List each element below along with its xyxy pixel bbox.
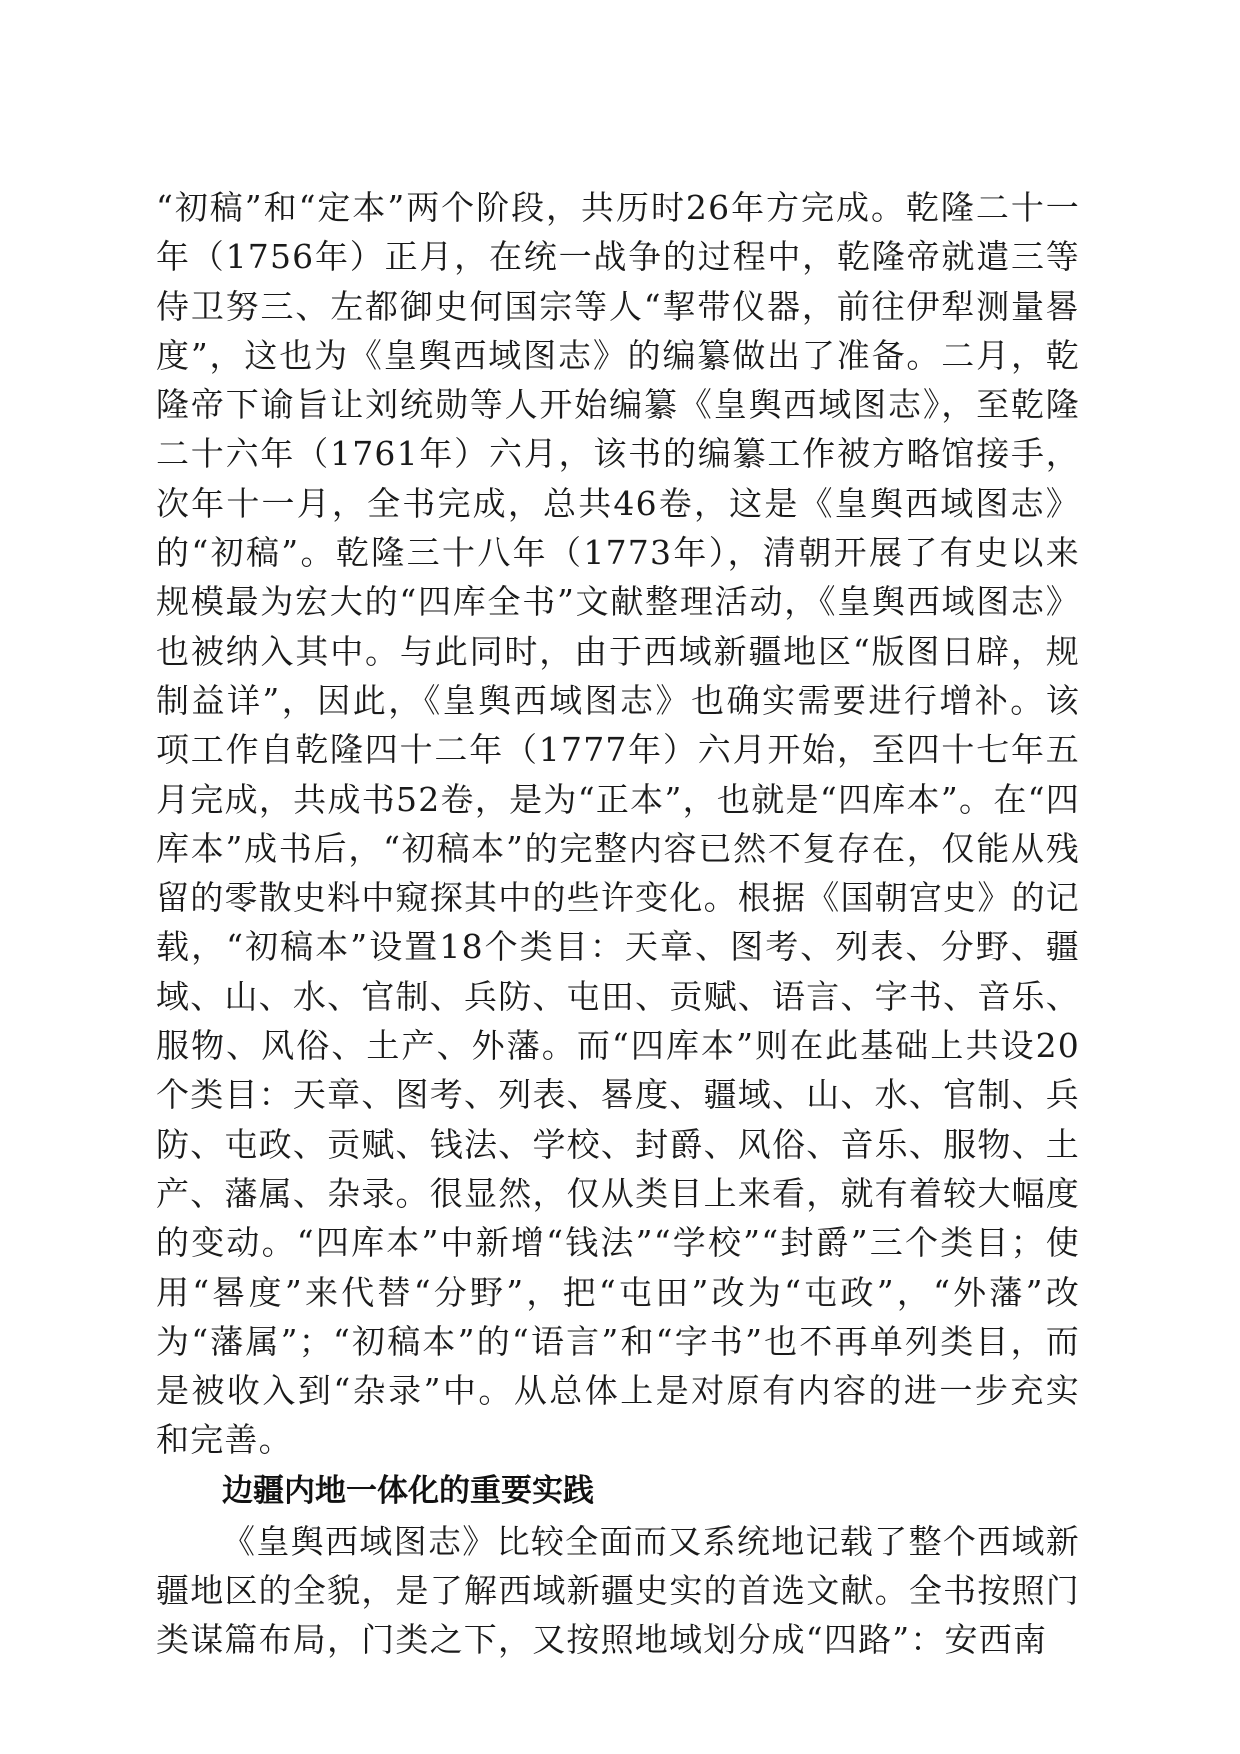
article-body: [156, 183, 1080, 1665]
body-paragraph-compilation-history: “初稿”和“定本”两个阶段，共历时26年方完成。乾隆二十一年（1756年）正月，在统一战争的过程中，乾隆帝就遣三等侍卫努三、左都御史何国宗等人“挈带仪器，前往伊犁测量晷度”，这也为《皇舆西域图志》的编纂做出了准备。二月，乾隆帝下谕旨让刘统勋等人开始编纂《皇舆西域图志》，至乾隆二十六年（1761年）六月，该书的编纂工作被方略馆接手，次年十一月，全书完成，总共46卷，这是《皇舆西域图志》的“初稿”。乾隆三十八年（1773年），清朝开展了有史以来规模最为宏大的“四库全书”文献整理活动，《皇舆西域图志》也被纳入其中。与此同时，由于西域新疆地区“版图日辟，规制益详”，因此，《皇舆西域图志》也确实需要进行增补。该项工作自乾隆四十二年（1777年）六月开始，至四十七年五月完成，共成书52卷，是为“正本”，也就是“四库本”。在“四库本”成书后，“初稿本”的完整内容已然不复存在，仅能从残留的零散史料中窥探其中的些许变化。根据《国朝宫史》的记载，“初稿本”设置18个类目：天章、图考、列表、分野、疆域、山、水、官制、兵防、屯田、贡赋、语言、字书、音乐、服物、风俗、土产、外藩。而“四库本”则在此基础上共设20个类目：天章、图考、列表、晷度、疆域、山、水、官制、兵防、屯政、贡赋、钱法、学校、封爵、风俗、音乐、服物、土产、藩属、杂录。很显然，仅从类目上来看，就有着较大幅度的变动。“四库本”中新增“钱法”“学校”“封爵”三个类目；使用“晷度”来代替“分野”，把“屯田”改为“屯政”，“外藩”改为“藩属”；“初稿本”的“语言”和“字书”也不再单列类目，而是被收入到“杂录”中。从总体上是对原有内容的进一步充实和完善。: [156, 188, 1080, 1460]
section-heading: 边疆内地一体化的重要实践: [222, 1472, 594, 1509]
body-paragraph-section-intro: 《皇舆西域图志》比较全面而又系统地记载了整个西域新疆地区的全貌，是了解西域新疆史实的首选文献。全书按照门类谋篇布局，门类之下，又按照地域划分成“四路”：安西南: [156, 1521, 1080, 1660]
